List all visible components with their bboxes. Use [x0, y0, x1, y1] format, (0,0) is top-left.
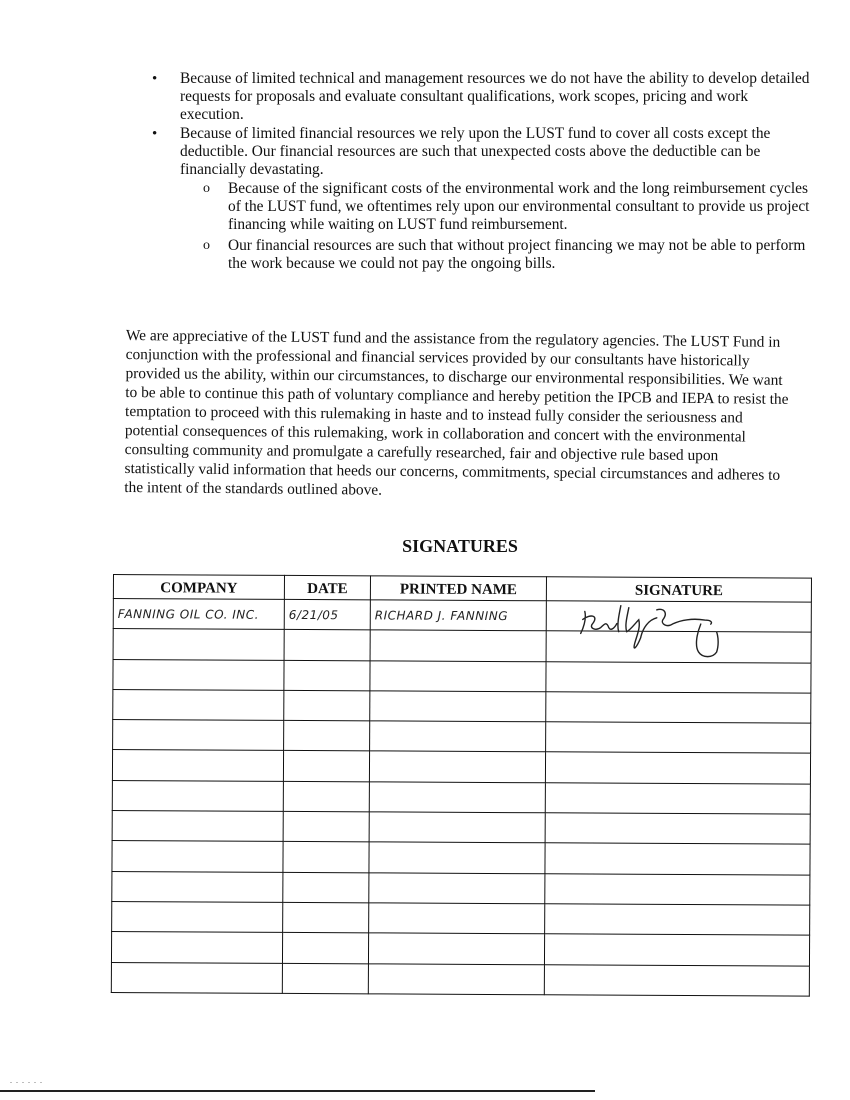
signature-cell: [545, 873, 810, 905]
date-handwriting: 6/21/05: [288, 607, 339, 622]
signature-cell: [545, 904, 810, 936]
printed-name-handwriting: RICHARD J. FANNING: [374, 608, 509, 623]
signature-cell: [546, 722, 811, 754]
date-cell: [283, 902, 369, 933]
signature-cell: [546, 692, 811, 724]
signature-cell: [545, 813, 810, 845]
company-cell: [112, 750, 283, 781]
signature-table: [111, 574, 812, 997]
date-cell: [284, 630, 370, 661]
printed-name-cell: [370, 721, 546, 752]
date-cell: [284, 690, 370, 721]
date-cell: [284, 599, 370, 630]
scan-edge-line: [0, 1090, 595, 1092]
table-row: [112, 780, 810, 814]
printed-name-cell: [369, 903, 545, 934]
company-cell: [112, 780, 283, 811]
sub-bullet-item: [198, 237, 810, 273]
bullet-text: Because of limited technical and management resources we do not have the ability to develop detailed requests for proposals and evaluate consultant qualifications, work scopes, pricing and work execution.: [180, 70, 810, 123]
petition-paragraph: We are appreciative of the LUST fund and the assistance from the regulatory agencies. The LUST Fund in conjunction with the professional and financial services provided by our consultants have historically provided us the ability, within our circumstances, to discharge our environmental responsibilities. We want to be able to continue this path of voluntary compliance and hereby petition the IPCB and IEPA to resist the temptation to proceed with this rulemaking in haste and to instead fully consider the seriousness and potential consequences of this rulemaking, work in collaboration and concert with the environmental consulting community and promulgate a carefully researched, fair and objective rule based upon statistically valid information that heeds our concerns, commitments, special circumstances and adheres to the intent of the standards outlined above.: [124, 326, 789, 499]
date-cell: [283, 751, 369, 782]
printed-name-cell: [369, 842, 545, 873]
printed-name-cell: [370, 600, 546, 631]
header-date: DATE: [284, 575, 370, 599]
table-row: [111, 932, 809, 966]
table-row: [113, 599, 811, 633]
company-cell: [113, 689, 284, 720]
sub-bullet-item: [198, 180, 810, 234]
bullet-item: [150, 70, 810, 124]
table-row: [112, 750, 810, 784]
company-cell: [112, 901, 283, 932]
signature-cell: [545, 843, 810, 875]
table-row: [112, 871, 810, 905]
table-row: [113, 689, 811, 723]
table-row: [112, 901, 810, 935]
printed-name-cell: [369, 782, 545, 813]
table-row: [112, 841, 810, 875]
printed-name-cell: [369, 812, 545, 843]
concern-bullet-list: [150, 70, 810, 276]
sub-bullet-text: Because of the significant costs of the environmental work and the long reimbursement cycles of the LUST fund, we oftentimes rely upon our environmental consultant to provide us project financing while waiting on LUST fund reimbursement.: [228, 180, 810, 233]
company-cell: [113, 629, 284, 660]
company-cell: [111, 932, 282, 963]
printed-name-cell: [369, 873, 545, 904]
date-cell: [283, 872, 369, 903]
date-cell: [284, 721, 370, 752]
header-company: COMPANY: [113, 575, 284, 600]
handwritten-signature: [576, 601, 776, 672]
date-cell: [284, 660, 370, 691]
date-cell: [283, 781, 369, 812]
bullet-text: Because of limited financial resources we rely upon the LUST fund to cover all costs except the deductible. Our financial resources are such that unexpected costs above the deductible can be financially devastating.: [180, 125, 771, 178]
table-row: [113, 720, 811, 754]
printed-name-cell: [369, 751, 545, 782]
printed-name-cell: [370, 630, 546, 661]
company-cell: [111, 962, 282, 993]
bullet-item: [150, 125, 810, 273]
signature-cell: [545, 783, 810, 815]
printed-name-cell: [368, 933, 544, 964]
signature-cell: [544, 934, 809, 966]
signature-table-header-row: [113, 575, 811, 603]
sub-bullet-text: Our financial resources are such that without project financing we may not be able to perform the work because we could not pay the ongoing bills.: [228, 237, 806, 272]
date-cell: [283, 811, 369, 842]
company-cell: [113, 720, 284, 751]
company-cell: [113, 659, 284, 690]
date-cell: [283, 842, 369, 873]
signature-table-wrapper: [111, 574, 813, 997]
date-cell: [282, 933, 368, 964]
company-cell: [112, 871, 283, 902]
signature-cell: [546, 601, 811, 633]
signatures-heading: SIGNATURES: [402, 536, 518, 556]
table-row: [111, 962, 809, 996]
printed-name-cell: [370, 691, 546, 722]
company-cell: [112, 811, 283, 842]
signature-cell: [545, 752, 810, 784]
company-handwriting: FANNING OIL CO. INC.: [117, 606, 259, 622]
header-printed-name: PRINTED NAME: [370, 576, 546, 601]
scan-specks: . . . . . .: [10, 1076, 43, 1085]
table-row: [112, 811, 810, 845]
date-cell: [282, 963, 368, 994]
company-cell: [112, 841, 283, 872]
printed-name-cell: [368, 963, 544, 994]
printed-name-cell: [370, 660, 546, 691]
company-cell: [113, 599, 284, 630]
signature-cell: [544, 964, 809, 996]
header-signature: SIGNATURE: [546, 577, 811, 602]
sub-bullet-list: [180, 180, 810, 273]
